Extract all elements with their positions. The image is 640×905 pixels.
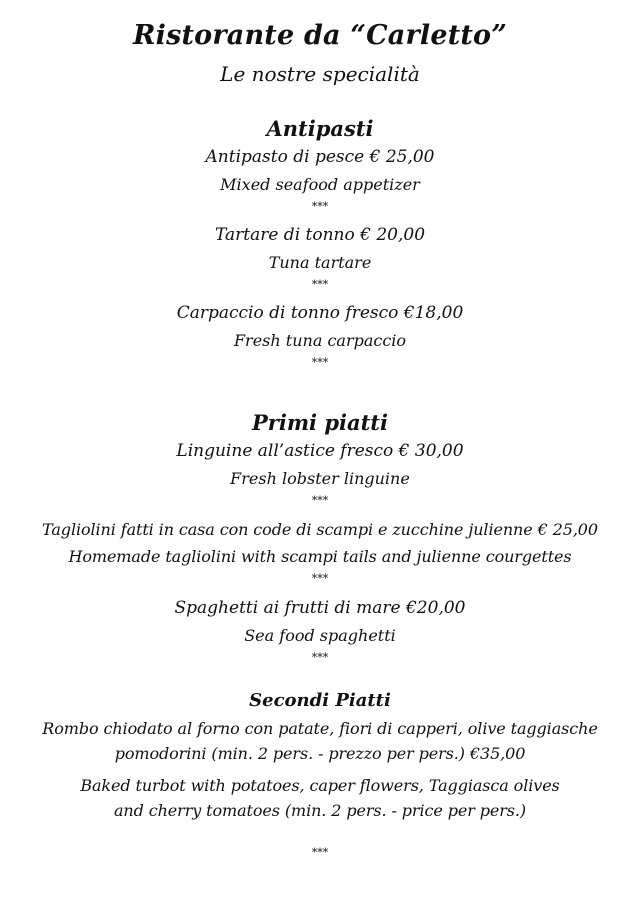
separator: *** [311, 651, 329, 664]
dish-name: Tartare di tonno € 20,00 [214, 225, 426, 245]
separator: *** [311, 278, 329, 291]
dish-name: Tagliolini fatti in casa con code di scampi e zucchine julienne € 25,00 [42, 520, 598, 539]
dish-translation-line: Baked turbot with potatoes, caper flowers, Taggiasca olives [80, 776, 560, 795]
dish-name-line: Rombo chiodato al forno con patate, fiori di capperi, olive taggiasche [42, 719, 598, 738]
separator: *** [311, 494, 329, 507]
dish-name: Spaghetti ai frutti di mare €20,00 [174, 598, 466, 618]
separator: *** [311, 200, 329, 213]
dish-name: Antipasto di pesce € 25,00 [205, 147, 435, 167]
dish-name: Linguine all’astice fresco € 30,00 [176, 441, 464, 461]
dish-translation: Tuna tartare [268, 253, 372, 272]
section-heading-antipasti: Antipasti [266, 116, 374, 141]
separator: *** [311, 572, 329, 585]
dish-name-line: pomodorini (min. 2 pers. - prezzo per pers.) €35,00 [114, 744, 526, 763]
dish-translation-line: and cherry tomatoes (min. 2 pers. - price per pers.) [113, 801, 527, 820]
section-heading-secondi: Secondi Piatti [249, 690, 391, 711]
dish-translation: Homemade tagliolini with scampi tails and julienne courgettes [68, 547, 572, 566]
dish-translation: Mixed seafood appetizer [220, 175, 420, 194]
dish-translation: Fresh lobster linguine [230, 469, 410, 488]
separator: *** [311, 846, 329, 859]
menu-subtitle: Le nostre specialità [220, 62, 420, 86]
dish-name: Carpaccio di tonno fresco €18,00 [176, 303, 464, 323]
section-heading-primi: Primi piatti [252, 410, 388, 435]
separator: *** [311, 356, 329, 369]
dish-translation: Fresh tuna carpaccio [233, 331, 407, 350]
restaurant-title: Ristorante da “Carletto” [132, 20, 507, 51]
dish-translation: Sea food spaghetti [244, 626, 396, 645]
